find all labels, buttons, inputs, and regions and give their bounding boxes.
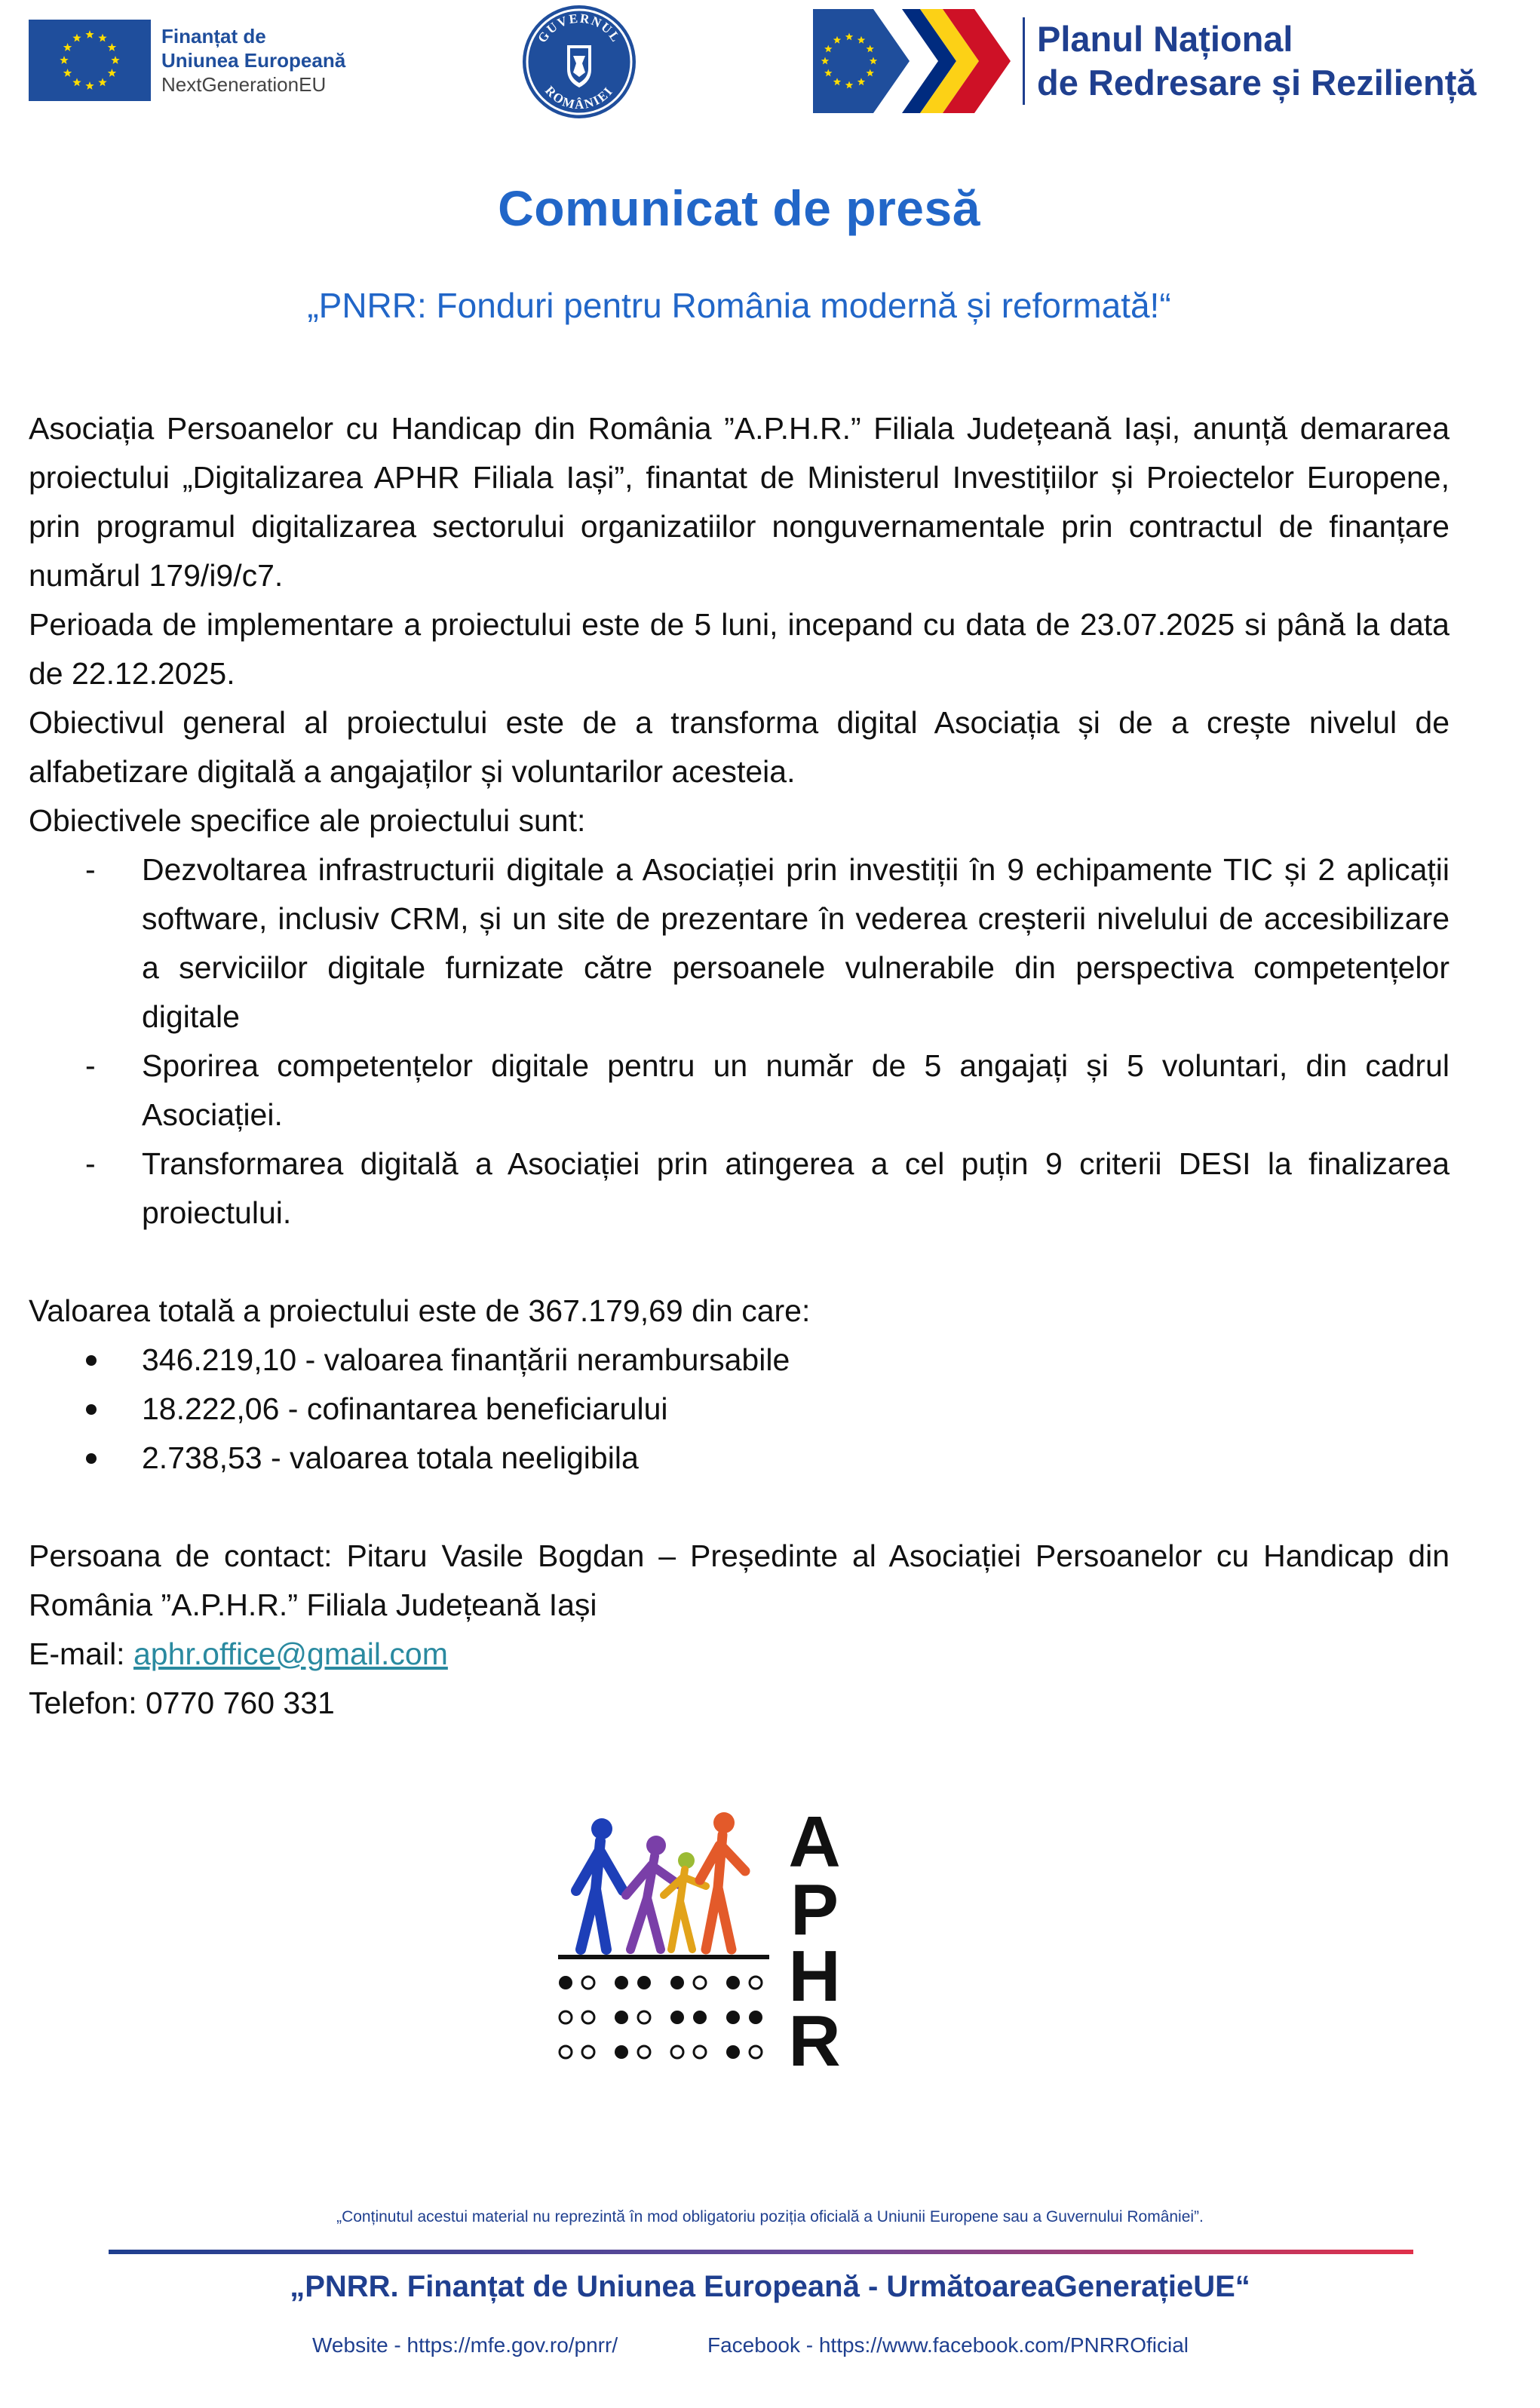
eu-funding-line1: Finanțat de: [161, 25, 266, 48]
braille-dot: [638, 2046, 650, 2058]
bullet-icon: [86, 1453, 97, 1464]
eu-funding-line2: Uniunea Europeană: [161, 49, 346, 72]
value-heading: Valoarea totală a proiectului este de 367.179,69 din care:: [29, 1293, 811, 1328]
spacer: [29, 1483, 1450, 1532]
dash-marker: -: [85, 1146, 96, 1181]
footer-title: „PNRR. Finanțat de Uniunea Europeană - UrmătoareaGenerațieUE“: [290, 2270, 1250, 2303]
pnrr-logo-line1: Planul Național: [1037, 19, 1293, 59]
eu-flag-icon: [29, 20, 151, 101]
page-subtitle: „PNRR: Fonduri pentru România modernă și reformată!“: [307, 286, 1171, 325]
value-item-text: 346.219,10 - valoarea finanțării nerambursabile: [142, 1342, 790, 1377]
footer-website-link[interactable]: Website - https://mfe.gov.ro/pnrr/: [312, 2333, 618, 2357]
braille-dot: [670, 2011, 684, 2024]
braille-dot: [726, 2045, 740, 2059]
email-link[interactable]: aphr.office@gmail.com: [133, 1637, 448, 1671]
pnrr-logo-line2: de Redresare și Reziliență: [1037, 63, 1477, 103]
value-list: [29, 1336, 1450, 1483]
government-seal-icon: [520, 3, 638, 121]
braille-dot: [615, 1976, 628, 1989]
objective-text: Dezvoltarea infrastructurii digitale a Asociației prin investiții în 9 echipamente TIC și 2 aplicații software, inclusiv CRM, și un site de prezentare în vederea creșterii nivelului de accesibilizare a serviciilor digitale furnizate către persoanele vulnerabile din perspectiva competențelor digitale: [142, 852, 1450, 1034]
email-line: [29, 1630, 1450, 1679]
eu-funding-line3: NextGenerationEU: [161, 73, 327, 96]
specific-objectives-heading: Obiectivele specifice ale proiectului sunt:: [29, 803, 586, 838]
seal-bottom-text: ROMÂNIEI: [542, 83, 616, 112]
braille-dot: [750, 1977, 762, 1989]
intro-paragraph: Asociația Persoanelor cu Handicap din România ”A.P.H.R.” Filiala Județeană Iași, anunță demararea proiectului „Digitalizarea APHR Filiala Iași”, finantat de Ministerul Investițiilor și Proiectelor Europene, prin programul digitalizarea sectorului organizatiilor nonguvernamentale prin contractul de finanțare numărul 179/i9/c7.: [29, 411, 1450, 593]
eu-funding-text: [161, 24, 345, 97]
braille-dot: [560, 2046, 572, 2058]
aphr-letter-h: H: [788, 1936, 841, 2017]
page-title: Comunicat de presă: [498, 180, 980, 236]
aphr-braille-icon: [559, 1976, 762, 2059]
phone-line: Telefon: 0770 760 331: [29, 1686, 335, 1720]
value-item-text: 2.738,53 - valoarea totala neeligibila: [142, 1440, 639, 1475]
footer-divider: [109, 2250, 1413, 2254]
braille-dot: [638, 2011, 650, 2023]
seal-top-text: GUVERNUL: [535, 11, 624, 46]
braille-dot: [559, 1976, 572, 1989]
dash-marker: -: [85, 852, 96, 887]
braille-dot: [694, 1977, 706, 1989]
braille-dot: [637, 1976, 651, 1989]
aphr-figures-icon: [576, 1812, 745, 1949]
braille-dot: [582, 1977, 594, 1989]
braille-dot: [615, 2045, 628, 2059]
list-item: [29, 845, 1450, 1041]
aphr-letter-p: P: [790, 1870, 839, 1950]
aphr-letter-a: A: [788, 1806, 841, 1882]
braille-dot: [582, 2011, 594, 2023]
pnrr-logo-text: [1023, 17, 1477, 105]
braille-dot: [726, 2011, 740, 2024]
email-label: E-mail:: [29, 1637, 133, 1671]
specific-objectives-list: [29, 845, 1450, 1238]
aphr-letter-r: R: [788, 2001, 841, 2070]
bullet-icon: [86, 1355, 97, 1366]
footer-disclaimer: „Conținutul acestui material nu reprezintă în mod obligatoriu poziția oficială a Uniunii Europene sau a Guvernului României”.: [336, 2208, 1204, 2225]
braille-dot: [694, 2046, 706, 2058]
dash-marker: -: [85, 1048, 96, 1083]
bullet-icon: [86, 1404, 97, 1415]
pnrr-arrows-icon: [813, 9, 1011, 113]
braille-dot: [726, 1976, 740, 1989]
eu-funding-logo: [29, 20, 345, 101]
list-item: [29, 1336, 1450, 1385]
header: [0, 0, 1540, 128]
footer-facebook-link[interactable]: Facebook - https://www.facebook.com/PNRROficial: [707, 2333, 1189, 2357]
aphr-logo: [558, 1806, 860, 2070]
braille-dot: [582, 2046, 594, 2058]
braille-dot: [560, 2011, 572, 2023]
list-item: [29, 1140, 1450, 1238]
braille-dot: [671, 2046, 683, 2058]
value-item-text: 18.222,06 - cofinantarea beneficiarului: [142, 1391, 668, 1426]
pnrr-logo: [813, 8, 1477, 115]
list-item: [29, 1041, 1450, 1140]
braille-dot: [615, 2011, 628, 2024]
braille-dot: [670, 1976, 684, 1989]
list-item: [29, 1385, 1450, 1434]
contact-paragraph: Persoana de contact: Pitaru Vasile Bogdan – Președinte al Asociației Persoanelor cu Handicap din România ”A.P.H.R.” Filiala Județeană Iași: [29, 1538, 1450, 1622]
list-item: [29, 1434, 1450, 1483]
braille-dot: [750, 2046, 762, 2058]
general-objective-paragraph: Obiectivul general al proiectului este de a transforma digital Asociația și de a crește nivelul de alfabetizare digitală a angajaților și voluntarilor acesteia.: [29, 705, 1450, 789]
objective-text: Transformarea digitală a Asociației prin atingerea a cel puțin 9 criterii DESI la finalizarea proiectului.: [142, 1146, 1450, 1230]
braille-dot: [749, 2011, 762, 2024]
braille-dot: [693, 2011, 707, 2024]
spacer: [29, 1238, 1450, 1287]
press-release-body: [29, 404, 1450, 1728]
objective-text: Sporirea competențelor digitale pentru un număr de 5 angajați și 5 voluntari, din cadrul Asociației.: [142, 1048, 1450, 1132]
period-paragraph: Perioada de implementare a proiectului este de 5 luni, incepand cu data de 23.07.2025 si până la data de 22.12.2025.: [29, 607, 1450, 691]
